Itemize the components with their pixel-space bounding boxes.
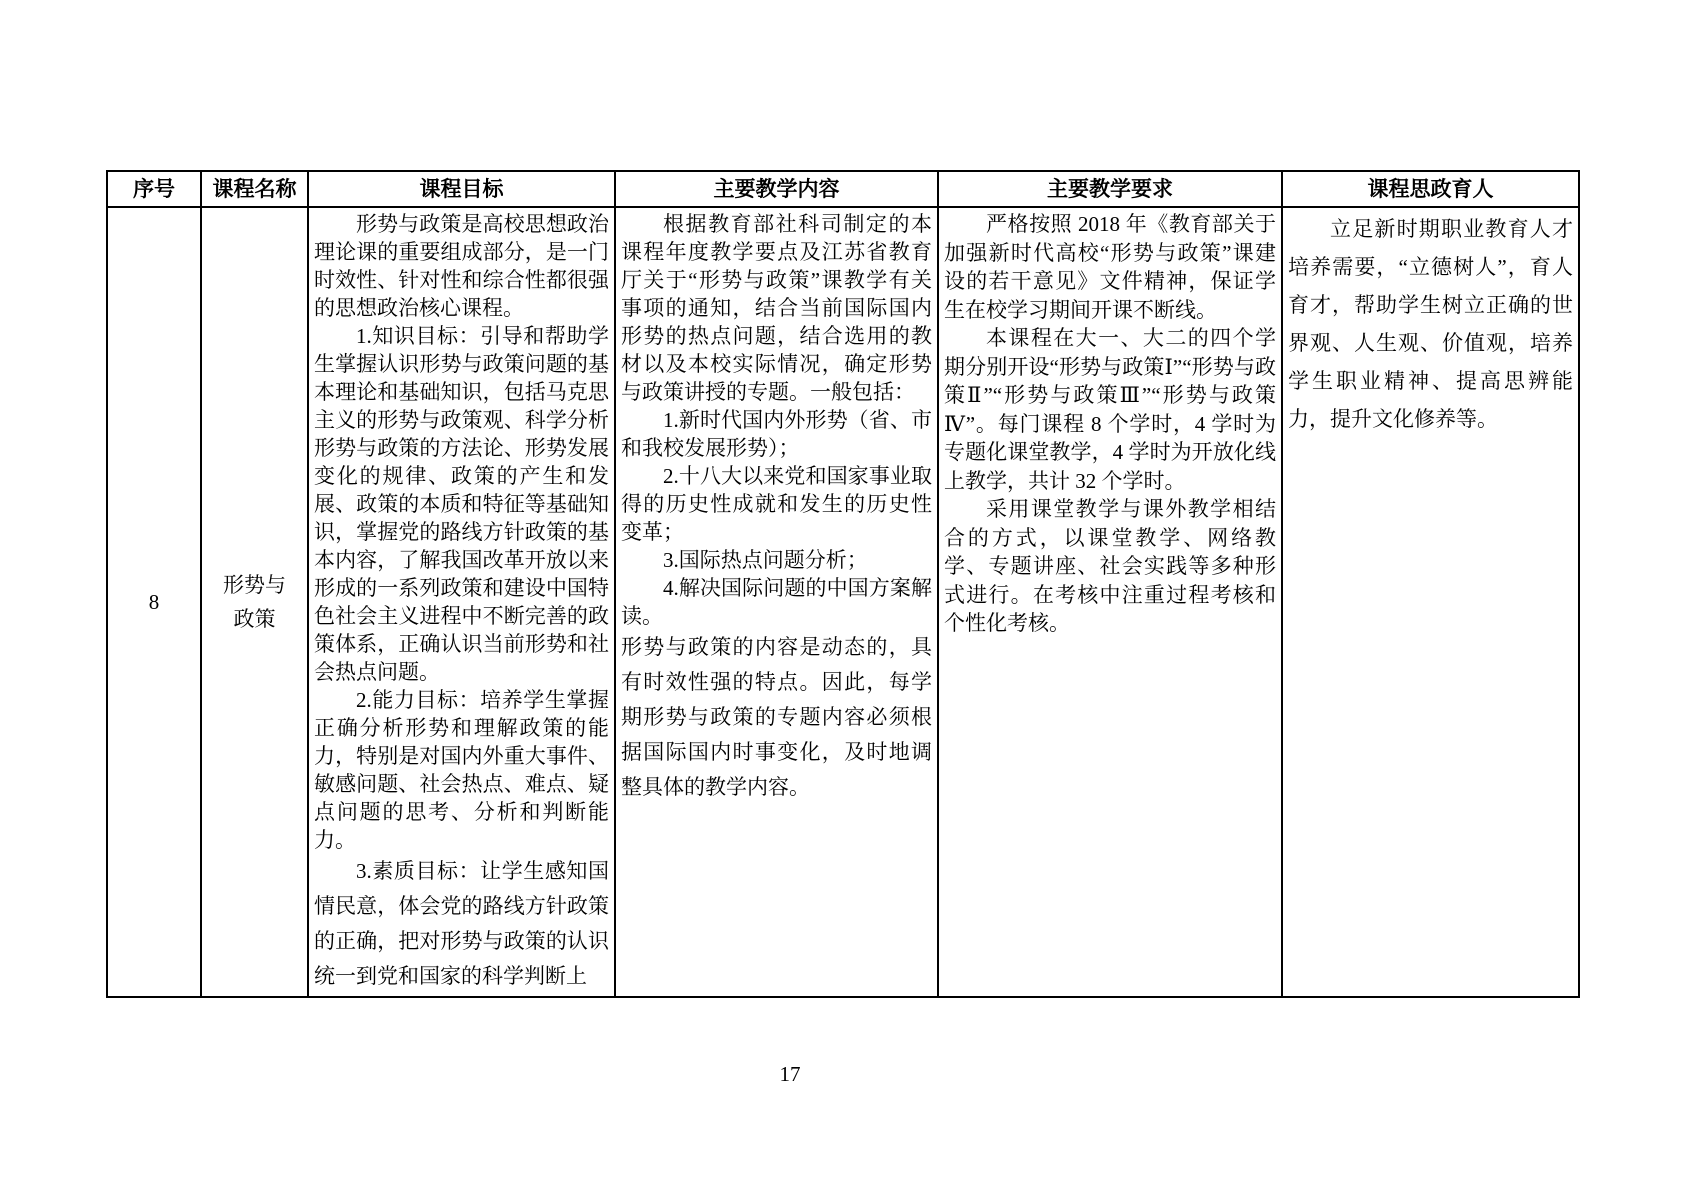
column-header-serial: 序号 — [107, 171, 201, 207]
course-syllabus-table — [106, 170, 1580, 998]
ideology-education-cell — [1282, 207, 1579, 997]
goals-paragraph-ability: 2.能力目标：培养学生掌握正确分析形势和理解政策的能力，特别是对国内外重大事件、敏感问题、社会热点、难点、疑点问题的思考、分析和判断能力。 — [314, 688, 609, 852]
goals-paragraph-quality: 3.素质目标：让学生感知国情民意，体会党的路线方针政策的正确，把对形势与政策的认识统一到党和国家的科学判断上 — [314, 859, 609, 988]
course-name-line: 政策 — [233, 607, 276, 631]
column-header-course-goals: 课程目标 — [308, 171, 615, 207]
requirements-paragraph: 本课程在大一、大二的四个学期分别开设“形势与政策Ⅰ”“形势与政策Ⅱ”“形势与政策Ⅲ”“形势与政策Ⅳ”。每门课程 8 个学时，4 学时为专题化课堂教学，4 学时为开放化线上教学，共计 32 个学时。 — [944, 326, 1276, 493]
serial-number-cell: 8 — [107, 207, 201, 997]
content-item-4: 4.解决国际问题的中国方案解读。 — [621, 576, 932, 628]
teaching-requirements-cell — [938, 207, 1282, 997]
requirements-paragraph: 严格按照 2018 年《教育部关于加强新时代高校“形势与政策”课建设的若干意见》文件精神，保证学生在校学习期间开课不断线。 — [944, 212, 1276, 322]
page-number: 17 — [779, 1062, 801, 1086]
goals-paragraph: 形势与政策是高校思想政治理论课的重要组成部分，是一门时效性、针对性和综合性都很强的思想政治核心课程。 — [314, 212, 609, 320]
goals-paragraph-knowledge: 1.知识目标：引导和帮助学生掌握认识形势与政策问题的基本理论和基础知识，包括马克思主义的形势与政策观、科学分析形势与政策的方法论、形势发展变化的规律、政策的产生和发展、政策的本质和特征等基础知识，掌握党的路线方针政策的基本内容，了解我国改革开放以来形成的一系列政策和建设中国特色社会主义进程中不断完善的政策体系，正确认识当前形势和社会热点问题。 — [314, 324, 609, 684]
content-item-1: 1.新时代国内外形势（省、市和我校发展形势）； — [621, 408, 932, 460]
header-row — [107, 171, 1579, 207]
column-header-teaching-content: 主要教学内容 — [615, 171, 938, 207]
content-item-2: 2.十八大以来党和国家事业取得的历史性成就和发生的历史性变革； — [621, 464, 932, 544]
course-name-cell — [201, 207, 308, 997]
content-paragraph-dynamic: 形势与政策的内容是动态的，具有时效性强的特点。因此，每学期形势与政策的专题内容必须根据国际国内时事变化，及时地调整具体的教学内容。 — [621, 635, 932, 799]
content-item-3: 3.国际热点问题分析； — [663, 548, 868, 572]
column-header-course-name: 课程名称 — [201, 171, 308, 207]
course-goals-cell — [308, 207, 615, 997]
requirements-paragraph: 采用课堂教学与课外教学相结合的方式，以课堂教学、网络教学、专题讲座、社会实践等多种形式进行。在考核中注重过程考核和个性化考核。 — [944, 497, 1276, 635]
teaching-content-cell — [615, 207, 938, 997]
column-header-ideology-education: 课程思政育人 — [1282, 171, 1579, 207]
course-row — [107, 207, 1579, 997]
column-header-teaching-requirements: 主要教学要求 — [938, 171, 1282, 207]
content-paragraph-intro: 根据教育部社科司制定的本课程年度教学要点及江苏省教育厅关于“形势与政策”课教学有关事项的通知，结合当前国际国内形势的热点问题，结合选用的教材以及本校实际情况，确定形势与政策讲授的专题。一般包括： — [621, 212, 932, 404]
ideology-paragraph: 立足新时期职业教育人才培养需要，“立德树人”，育人育才，帮助学生树立正确的世界观、人生观、价值观，培养学生职业精神、提高思辨能力，提升文化修养等。 — [1288, 217, 1573, 431]
course-name-line: 形势与 — [223, 573, 286, 597]
